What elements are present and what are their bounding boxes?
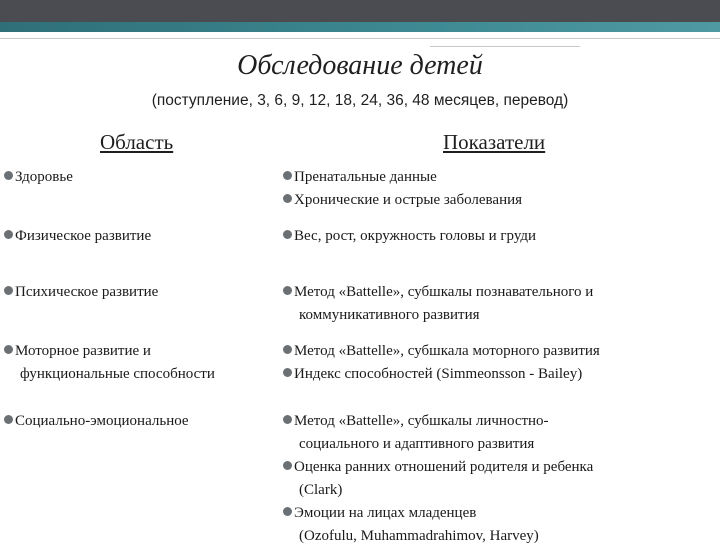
area-cell — [4, 340, 274, 386]
column-header-indicators: Показатели — [443, 130, 546, 154]
indicator-text: Метод «Battelle», субшкалы познавательного и — [294, 284, 594, 300]
decorative-line — [430, 46, 580, 47]
indicator-text: Индекс способностей (Simmeonsson - Bailey) — [294, 366, 583, 382]
bullet-icon — [4, 171, 13, 180]
bullet-icon — [283, 368, 292, 377]
bullet-icon — [4, 345, 13, 354]
indicators-cell — [283, 166, 713, 212]
slide-subtitle: (поступление, 3, 6, 9, 12, 18, 24, 36, 48 месяцев, перевод) — [151, 92, 569, 109]
area-label: Здоровье — [15, 169, 73, 185]
bullet-icon — [283, 345, 292, 354]
indicator-text-continued: (Clark) — [299, 482, 343, 498]
indicator-text: Метод «Battelle», субшкалы личностно- — [294, 413, 549, 429]
bullet-icon — [4, 286, 13, 295]
decorative-line — [0, 38, 720, 39]
column-header-area: Область — [100, 130, 174, 154]
bullet-icon — [283, 415, 292, 424]
bullet-icon — [283, 194, 292, 203]
indicators-cell — [283, 281, 713, 327]
indicator-text: Эмоции на лицах младенцев — [294, 505, 477, 521]
area-cell — [4, 166, 274, 189]
indicator-text-continued: коммуникативного развития — [299, 307, 480, 323]
area-cell — [4, 225, 274, 248]
indicator-text: Хронические и острые заболевания — [294, 192, 523, 208]
slide-title: Обследование детей — [237, 50, 483, 81]
indicator-text: Пренатальные данные — [294, 169, 437, 185]
bullet-icon — [283, 507, 292, 516]
indicator-text: Вес, рост, окружность головы и груди — [294, 228, 537, 244]
area-label: Социально-эмоциональное — [15, 413, 189, 429]
area-label: Физическое развитие — [15, 228, 152, 244]
indicator-text: Метод «Battelle», субшкала моторного развития — [294, 343, 600, 359]
indicators-cell — [283, 225, 713, 248]
area-label: Моторное развитие и — [15, 343, 151, 359]
area-label: Психическое развитие — [15, 284, 159, 300]
slide-accent-bar — [0, 22, 720, 32]
indicator-text-continued: (Ozofulu, Muhammadrahimov, Harvey) — [299, 528, 539, 544]
indicators-cell — [283, 410, 713, 548]
slide-top-bar — [0, 0, 720, 22]
area-label-continued: функциональные способности — [20, 366, 215, 382]
bullet-icon — [283, 286, 292, 295]
bullet-icon — [283, 230, 292, 239]
indicator-text: Оценка ранних отношений родителя и ребенка — [294, 459, 594, 475]
bullet-icon — [283, 171, 292, 180]
bullet-icon — [283, 461, 292, 470]
area-cell — [4, 281, 274, 304]
indicator-text-continued: социального и адаптивного развития — [299, 436, 535, 452]
indicators-cell — [283, 340, 713, 386]
bullet-icon — [4, 230, 13, 239]
bullet-icon — [4, 415, 13, 424]
area-cell — [4, 410, 274, 433]
